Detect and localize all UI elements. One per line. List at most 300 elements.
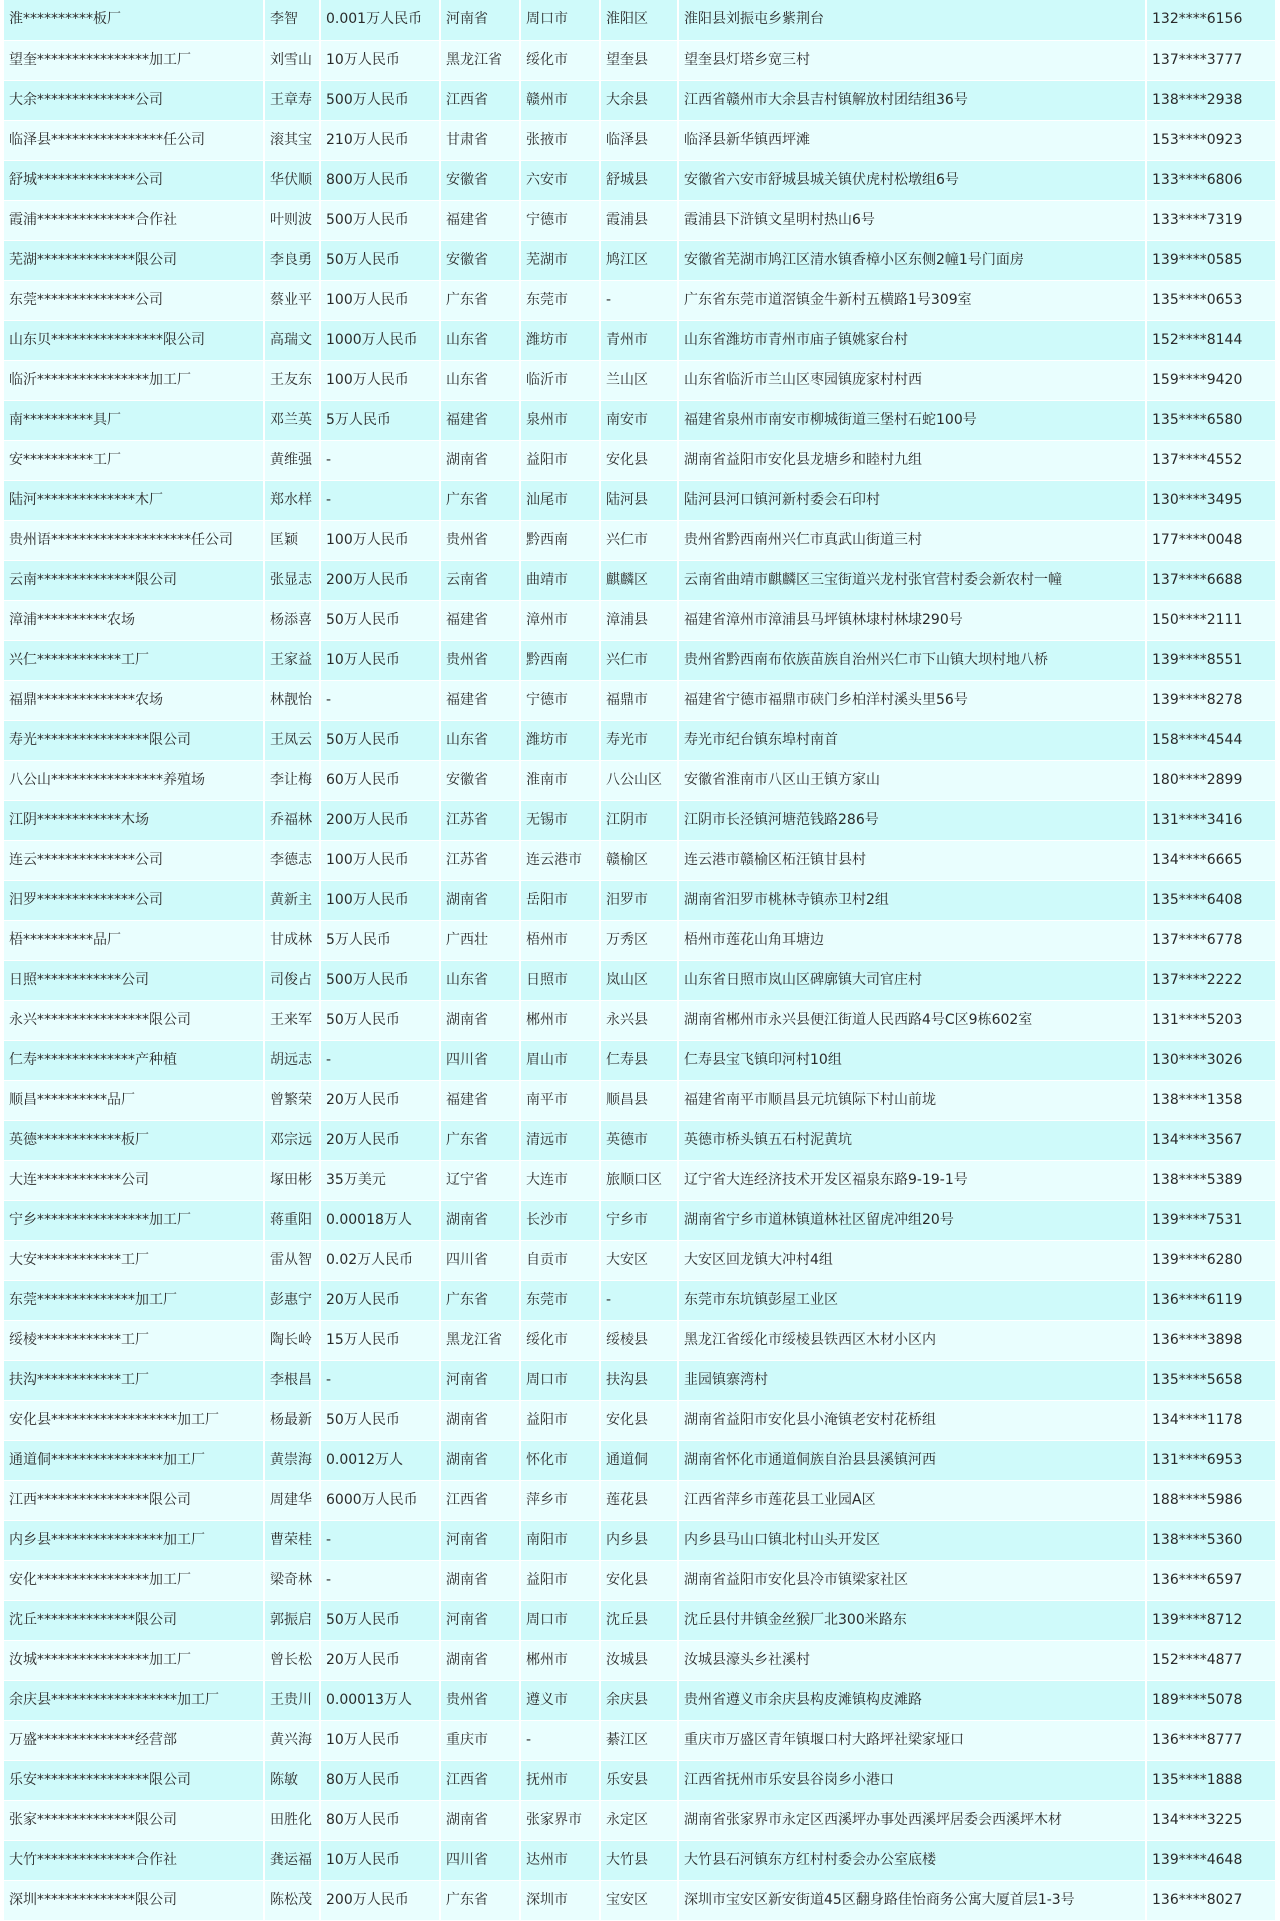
legal-person-cell: 黄维强 — [264, 440, 320, 480]
table-row — [4, 600, 1276, 640]
company-name-cell: 永兴****************限公司 — [4, 1000, 264, 1040]
province-cell: 福建省 — [440, 680, 520, 720]
legal-person-cell: 陈松茂 — [264, 1880, 320, 1920]
address-cell: 安徽省芜湖市鸠江区清水镇香樟小区东侧2幢1号门面房 — [678, 240, 1146, 280]
address-cell: 东莞市东坑镇彭屋工业区 — [678, 1280, 1146, 1320]
table-row — [4, 280, 1276, 320]
address-cell: 山东省临沂市兰山区枣园镇庞家村村西 — [678, 360, 1146, 400]
province-cell: 湖南省 — [440, 1640, 520, 1680]
phone-cell: 135****1888 — [1146, 1760, 1276, 1800]
city-cell: 南阳市 — [520, 1520, 600, 1560]
county-cell: 鸠江区 — [600, 240, 678, 280]
address-cell: 淮阳县刘振屯乡紫荆台 — [678, 0, 1146, 40]
county-cell: 青州市 — [600, 320, 678, 360]
province-cell: 湖南省 — [440, 1440, 520, 1480]
company-name-cell: 张家**************限公司 — [4, 1800, 264, 1840]
address-cell: 湖南省郴州市永兴县便江街道人民西路4号C区9栋602室 — [678, 1000, 1146, 1040]
phone-cell: 139****8278 — [1146, 680, 1276, 720]
address-cell: 福建省泉州市南安市柳城街道三堡村石蛇100号 — [678, 400, 1146, 440]
legal-person-cell: 邓宗远 — [264, 1120, 320, 1160]
province-cell: 江西省 — [440, 1480, 520, 1520]
phone-cell: 180****2899 — [1146, 760, 1276, 800]
legal-person-cell: 彭惠宁 — [264, 1280, 320, 1320]
province-cell: 湖南省 — [440, 1000, 520, 1040]
phone-cell: 138****1358 — [1146, 1080, 1276, 1120]
address-cell: 湖南省益阳市安化县小淹镇老安村花桥组 — [678, 1400, 1146, 1440]
table-row — [4, 1240, 1276, 1280]
registered-capital-cell: - — [320, 680, 440, 720]
address-cell: 英德市桥头镇五石村泥黄坑 — [678, 1120, 1146, 1160]
company-name-cell: 乐安****************限公司 — [4, 1760, 264, 1800]
company-name-cell: 大竹**************合作社 — [4, 1840, 264, 1880]
company-name-cell: 霞浦**************合作社 — [4, 200, 264, 240]
province-cell: 辽宁省 — [440, 1160, 520, 1200]
legal-person-cell: 梁奇林 — [264, 1560, 320, 1600]
legal-person-cell: 李智 — [264, 0, 320, 40]
province-cell: 四川省 — [440, 1840, 520, 1880]
table-row — [4, 1080, 1276, 1120]
address-cell: 福建省漳州市漳浦县马坪镇林埭村林埭290号 — [678, 600, 1146, 640]
county-cell: 永兴县 — [600, 1000, 678, 1040]
address-cell: 湖南省宁乡市道林镇道林社区留虎冲组20号 — [678, 1200, 1146, 1240]
province-cell: 福建省 — [440, 200, 520, 240]
company-name-cell: 宁乡****************加工厂 — [4, 1200, 264, 1240]
table-row — [4, 1680, 1276, 1720]
company-name-cell: 临沂****************加工厂 — [4, 360, 264, 400]
legal-person-cell: 陈敏 — [264, 1760, 320, 1800]
registered-capital-cell: - — [320, 1520, 440, 1560]
phone-cell: 139****4648 — [1146, 1840, 1276, 1880]
province-cell: 河南省 — [440, 1520, 520, 1560]
table-row — [4, 480, 1276, 520]
company-name-cell: 江阴************木场 — [4, 800, 264, 840]
table-row — [4, 1720, 1276, 1760]
province-cell: 湖南省 — [440, 1800, 520, 1840]
phone-cell: 137****2222 — [1146, 960, 1276, 1000]
address-cell: 大安区回龙镇大冲村4组 — [678, 1240, 1146, 1280]
registered-capital-cell: 50万人民币 — [320, 600, 440, 640]
province-cell: 河南省 — [440, 1360, 520, 1400]
registered-capital-cell: 200万人民币 — [320, 800, 440, 840]
address-cell: 辽宁省大连经济技术开发区福泉东路9-19-1号 — [678, 1160, 1146, 1200]
company-name-cell: 万盛**************经营部 — [4, 1720, 264, 1760]
address-cell: 贵州省黔西南州兴仁市真武山街道三村 — [678, 520, 1146, 560]
company-name-cell: 仁寿**************产种植 — [4, 1040, 264, 1080]
registered-capital-cell: 0.001万人民币 — [320, 0, 440, 40]
registered-capital-cell: 35万美元 — [320, 1160, 440, 1200]
company-name-cell: 云南**************限公司 — [4, 560, 264, 600]
table-row — [4, 1560, 1276, 1600]
phone-cell: 152****4877 — [1146, 1640, 1276, 1680]
city-cell: 周口市 — [520, 0, 600, 40]
city-cell: 怀化市 — [520, 1440, 600, 1480]
address-cell: 湖南省益阳市安化县龙塘乡和睦村九组 — [678, 440, 1146, 480]
table-row — [4, 1320, 1276, 1360]
province-cell: 重庆市 — [440, 1720, 520, 1760]
province-cell: 安徽省 — [440, 160, 520, 200]
province-cell: 江苏省 — [440, 800, 520, 840]
address-cell: 重庆市万盛区青年镇堰口村大路坪社梁家垭口 — [678, 1720, 1146, 1760]
address-cell: 望奎县灯塔乡宽三村 — [678, 40, 1146, 80]
phone-cell: 135****0653 — [1146, 280, 1276, 320]
county-cell: 沈丘县 — [600, 1600, 678, 1640]
address-cell: 安徽省六安市舒城县城关镇伏虎村松墩组6号 — [678, 160, 1146, 200]
county-cell: 赣榆区 — [600, 840, 678, 880]
phone-cell: 131****6953 — [1146, 1440, 1276, 1480]
county-cell: - — [600, 280, 678, 320]
county-cell: 顺昌县 — [600, 1080, 678, 1120]
province-cell: 山东省 — [440, 320, 520, 360]
table-row — [4, 640, 1276, 680]
registered-capital-cell: 1000万人民币 — [320, 320, 440, 360]
legal-person-cell: 王章寿 — [264, 80, 320, 120]
city-cell: 郴州市 — [520, 1640, 600, 1680]
county-cell: 临泽县 — [600, 120, 678, 160]
city-cell: 周口市 — [520, 1600, 600, 1640]
phone-cell: 136****6119 — [1146, 1280, 1276, 1320]
city-cell: 大连市 — [520, 1160, 600, 1200]
province-cell: 黑龙江省 — [440, 1320, 520, 1360]
legal-person-cell: 匡颖 — [264, 520, 320, 560]
city-cell: 黔西南 — [520, 640, 600, 680]
company-name-cell: 大余**************公司 — [4, 80, 264, 120]
table-row — [4, 840, 1276, 880]
phone-cell: 139****6280 — [1146, 1240, 1276, 1280]
table-row — [4, 680, 1276, 720]
city-cell: 泉州市 — [520, 400, 600, 440]
county-cell: 通道侗 — [600, 1440, 678, 1480]
city-cell: 潍坊市 — [520, 720, 600, 760]
legal-person-cell: 叶则波 — [264, 200, 320, 240]
table-row — [4, 1120, 1276, 1160]
address-cell: 黑龙江省绥化市绥棱县铁西区木材小区内 — [678, 1320, 1146, 1360]
legal-person-cell: 杨添喜 — [264, 600, 320, 640]
company-name-cell: 深圳**************限公司 — [4, 1880, 264, 1920]
address-cell: 山东省日照市岚山区碑廓镇大司官庄村 — [678, 960, 1146, 1000]
city-cell: 深圳市 — [520, 1880, 600, 1920]
legal-person-cell: 林靓怡 — [264, 680, 320, 720]
legal-person-cell: 滚其宝 — [264, 120, 320, 160]
registered-capital-cell: 0.02万人民币 — [320, 1240, 440, 1280]
registered-capital-cell: 80万人民币 — [320, 1800, 440, 1840]
province-cell: 安徽省 — [440, 240, 520, 280]
table-row — [4, 760, 1276, 800]
city-cell: 芜湖市 — [520, 240, 600, 280]
legal-person-cell: 黄兴海 — [264, 1720, 320, 1760]
county-cell: 万秀区 — [600, 920, 678, 960]
address-cell: 江阴市长泾镇河塘范钱路286号 — [678, 800, 1146, 840]
province-cell: 山东省 — [440, 960, 520, 1000]
city-cell: 漳州市 — [520, 600, 600, 640]
legal-person-cell: 曾长松 — [264, 1640, 320, 1680]
county-cell: 绥棱县 — [600, 1320, 678, 1360]
phone-cell: 130****3026 — [1146, 1040, 1276, 1080]
registered-capital-cell: 500万人民币 — [320, 200, 440, 240]
county-cell: 兴仁市 — [600, 520, 678, 560]
company-name-cell: 漳浦**********农场 — [4, 600, 264, 640]
phone-cell: 139****8551 — [1146, 640, 1276, 680]
company-name-cell: 芜湖**************限公司 — [4, 240, 264, 280]
phone-cell: 138****5360 — [1146, 1520, 1276, 1560]
table-row — [4, 1280, 1276, 1320]
address-cell: 寿光市纪台镇东埠村南首 — [678, 720, 1146, 760]
company-name-cell: 舒城**************公司 — [4, 160, 264, 200]
legal-person-cell: 李让梅 — [264, 760, 320, 800]
city-cell: 潍坊市 — [520, 320, 600, 360]
table-row — [4, 440, 1276, 480]
legal-person-cell: 高瑞文 — [264, 320, 320, 360]
address-cell: 陆河县河口镇河新村委会石印村 — [678, 480, 1146, 520]
company-name-cell: 安化县******************加工厂 — [4, 1400, 264, 1440]
phone-cell: 138****5389 — [1146, 1160, 1276, 1200]
address-cell: 山东省潍坊市青州市庙子镇姚家台村 — [678, 320, 1146, 360]
city-cell: 自贡市 — [520, 1240, 600, 1280]
legal-person-cell: 郑水样 — [264, 480, 320, 520]
county-cell: 扶沟县 — [600, 1360, 678, 1400]
province-cell: 四川省 — [440, 1040, 520, 1080]
city-cell: 六安市 — [520, 160, 600, 200]
city-cell: 萍乡市 — [520, 1480, 600, 1520]
table-row — [4, 400, 1276, 440]
registered-capital-cell: 50万人民币 — [320, 1000, 440, 1040]
legal-person-cell: 黄崇海 — [264, 1440, 320, 1480]
county-cell: 安化县 — [600, 440, 678, 480]
table-row — [4, 880, 1276, 920]
county-cell: 余庆县 — [600, 1680, 678, 1720]
county-cell: 福鼎市 — [600, 680, 678, 720]
city-cell: 绥化市 — [520, 1320, 600, 1360]
address-cell: 广东省东莞市道滘镇金牛新村五横路1号309室 — [678, 280, 1146, 320]
county-cell: 安化县 — [600, 1400, 678, 1440]
registered-capital-cell: 20万人民币 — [320, 1640, 440, 1680]
company-name-cell: 望奎****************加工厂 — [4, 40, 264, 80]
city-cell: 连云港市 — [520, 840, 600, 880]
legal-person-cell: 黄新主 — [264, 880, 320, 920]
registered-capital-cell: 5万人民币 — [320, 400, 440, 440]
legal-person-cell: 王贵川 — [264, 1680, 320, 1720]
legal-person-cell: 甘成林 — [264, 920, 320, 960]
city-cell: 曲靖市 — [520, 560, 600, 600]
province-cell: 江西省 — [440, 1760, 520, 1800]
county-cell: 英德市 — [600, 1120, 678, 1160]
company-name-cell: 汨罗**************公司 — [4, 880, 264, 920]
county-cell: 宁乡市 — [600, 1200, 678, 1240]
registered-capital-cell: 100万人民币 — [320, 280, 440, 320]
phone-cell: 135****6580 — [1146, 400, 1276, 440]
table-row — [4, 120, 1276, 160]
registered-capital-cell: - — [320, 480, 440, 520]
registered-capital-cell: 200万人民币 — [320, 1880, 440, 1920]
table-row — [4, 1040, 1276, 1080]
phone-cell: 135****5658 — [1146, 1360, 1276, 1400]
city-cell: 张家界市 — [520, 1800, 600, 1840]
registered-capital-cell: 200万人民币 — [320, 560, 440, 600]
province-cell: 广东省 — [440, 480, 520, 520]
province-cell: 黑龙江省 — [440, 40, 520, 80]
legal-person-cell: 蔡业平 — [264, 280, 320, 320]
province-cell: 四川省 — [440, 1240, 520, 1280]
registered-capital-cell: 10万人民币 — [320, 1720, 440, 1760]
phone-cell: 136****3898 — [1146, 1320, 1276, 1360]
registered-capital-cell: 50万人民币 — [320, 1400, 440, 1440]
table-row — [4, 1880, 1276, 1920]
phone-cell: 188****5986 — [1146, 1480, 1276, 1520]
phone-cell: 137****3777 — [1146, 40, 1276, 80]
county-cell: 莲花县 — [600, 1480, 678, 1520]
legal-person-cell: 乔福林 — [264, 800, 320, 840]
legal-person-cell: 王来军 — [264, 1000, 320, 1040]
address-cell: 湖南省怀化市通道侗族自治县县溪镇河西 — [678, 1440, 1146, 1480]
city-cell: 赣州市 — [520, 80, 600, 120]
registered-capital-cell: - — [320, 1560, 440, 1600]
address-cell: 内乡县马山口镇北村山头开发区 — [678, 1520, 1146, 1560]
registered-capital-cell: 0.00013万人 — [320, 1680, 440, 1720]
company-name-cell: 日照************公司 — [4, 960, 264, 1000]
county-cell: 綦江区 — [600, 1720, 678, 1760]
province-cell: 山东省 — [440, 360, 520, 400]
phone-cell: 138****2938 — [1146, 80, 1276, 120]
registered-capital-cell: 0.0012万人 — [320, 1440, 440, 1480]
address-cell: 贵州省遵义市余庆县构皮滩镇构皮滩路 — [678, 1680, 1146, 1720]
phone-cell: 133****7319 — [1146, 200, 1276, 240]
legal-person-cell: 曹荣桂 — [264, 1520, 320, 1560]
county-cell: 安化县 — [600, 1560, 678, 1600]
legal-person-cell: 周建华 — [264, 1480, 320, 1520]
registered-capital-cell: 100万人民币 — [320, 880, 440, 920]
company-name-cell: 大安************工厂 — [4, 1240, 264, 1280]
province-cell: 湖南省 — [440, 1200, 520, 1240]
address-cell: 湖南省益阳市安化县冷市镇梁家社区 — [678, 1560, 1146, 1600]
registered-capital-cell: 500万人民币 — [320, 80, 440, 120]
province-cell: 福建省 — [440, 400, 520, 440]
city-cell: 临沂市 — [520, 360, 600, 400]
county-cell: 兰山区 — [600, 360, 678, 400]
company-name-cell: 淮**********板厂 — [4, 0, 264, 40]
province-cell: 河南省 — [440, 1600, 520, 1640]
province-cell: 湖南省 — [440, 1400, 520, 1440]
company-name-cell: 东莞**************公司 — [4, 280, 264, 320]
table-row — [4, 920, 1276, 960]
county-cell: 霞浦县 — [600, 200, 678, 240]
city-cell: 达州市 — [520, 1840, 600, 1880]
legal-person-cell: 王友东 — [264, 360, 320, 400]
phone-cell: 136****8027 — [1146, 1880, 1276, 1920]
company-name-cell: 安**********工厂 — [4, 440, 264, 480]
county-cell: 南安市 — [600, 400, 678, 440]
table-row — [4, 200, 1276, 240]
phone-cell: 130****3495 — [1146, 480, 1276, 520]
legal-person-cell: 龚运福 — [264, 1840, 320, 1880]
company-name-cell: 顺昌**********品厂 — [4, 1080, 264, 1120]
province-cell: 安徽省 — [440, 760, 520, 800]
legal-person-cell: 华伏顺 — [264, 160, 320, 200]
table-row — [4, 560, 1276, 600]
address-cell: 沈丘县付井镇金丝猴厂北300米路东 — [678, 1600, 1146, 1640]
table-row — [4, 960, 1276, 1000]
city-cell: 汕尾市 — [520, 480, 600, 520]
legal-person-cell: 杨最新 — [264, 1400, 320, 1440]
city-cell: 黔西南 — [520, 520, 600, 560]
table-row — [4, 0, 1276, 40]
phone-cell: 159****9420 — [1146, 360, 1276, 400]
phone-cell: 134****3567 — [1146, 1120, 1276, 1160]
city-cell: 长沙市 — [520, 1200, 600, 1240]
legal-person-cell: 蒋重阳 — [264, 1200, 320, 1240]
county-cell: 漳浦县 — [600, 600, 678, 640]
legal-person-cell: 田胜化 — [264, 1800, 320, 1840]
county-cell: 寿光市 — [600, 720, 678, 760]
company-name-cell: 绥棱************工厂 — [4, 1320, 264, 1360]
province-cell: 江西省 — [440, 80, 520, 120]
county-cell: 岚山区 — [600, 960, 678, 1000]
registered-capital-cell: - — [320, 1360, 440, 1400]
city-cell: 眉山市 — [520, 1040, 600, 1080]
registered-capital-cell: 15万人民币 — [320, 1320, 440, 1360]
city-cell: 益阳市 — [520, 1560, 600, 1600]
registered-capital-cell: 10万人民币 — [320, 640, 440, 680]
table-row — [4, 1000, 1276, 1040]
company-name-cell: 英德************板厂 — [4, 1120, 264, 1160]
table-row — [4, 1400, 1276, 1440]
table-row — [4, 1800, 1276, 1840]
legal-person-cell: 李德志 — [264, 840, 320, 880]
address-cell: 深圳市宝安区新安街道45区翻身路佳怡商务公寓大厦首层1-3号 — [678, 1880, 1146, 1920]
province-cell: 河南省 — [440, 0, 520, 40]
province-cell: 广西壮 — [440, 920, 520, 960]
table-row — [4, 320, 1276, 360]
city-cell: 南平市 — [520, 1080, 600, 1120]
table-row — [4, 240, 1276, 280]
table-row — [4, 520, 1276, 560]
address-cell: 福建省宁德市福鼎市硖门乡柏洋村溪头里56号 — [678, 680, 1146, 720]
province-cell: 贵州省 — [440, 640, 520, 680]
company-name-cell: 连云**************公司 — [4, 840, 264, 880]
county-cell: 八公山区 — [600, 760, 678, 800]
address-cell: 韭园镇寨湾村 — [678, 1360, 1146, 1400]
county-cell: - — [600, 1280, 678, 1320]
phone-cell: 131****5203 — [1146, 1000, 1276, 1040]
company-name-cell: 贵州语********************任公司 — [4, 520, 264, 560]
phone-cell: 139****8712 — [1146, 1600, 1276, 1640]
registered-capital-cell: 50万人民币 — [320, 1600, 440, 1640]
registered-capital-cell: 5万人民币 — [320, 920, 440, 960]
company-name-cell: 山东贝****************限公司 — [4, 320, 264, 360]
phone-cell: 137****6688 — [1146, 560, 1276, 600]
province-cell: 江苏省 — [440, 840, 520, 880]
legal-person-cell: 司俊占 — [264, 960, 320, 1000]
table-row — [4, 720, 1276, 760]
county-cell: 麒麟区 — [600, 560, 678, 600]
phone-cell: 136****6597 — [1146, 1560, 1276, 1600]
county-cell: 望奎县 — [600, 40, 678, 80]
legal-person-cell: 张显志 — [264, 560, 320, 600]
table-body — [4, 0, 1276, 1920]
registered-capital-cell: 100万人民币 — [320, 520, 440, 560]
phone-cell: 131****3416 — [1146, 800, 1276, 840]
address-cell: 安徽省淮南市八区山王镇方家山 — [678, 760, 1146, 800]
county-cell: 内乡县 — [600, 1520, 678, 1560]
city-cell: 抚州市 — [520, 1760, 600, 1800]
phone-cell: 134****6665 — [1146, 840, 1276, 880]
company-name-cell: 陆河**************木厂 — [4, 480, 264, 520]
address-cell: 江西省萍乡市莲花县工业园A区 — [678, 1480, 1146, 1520]
county-cell: 江阴市 — [600, 800, 678, 840]
company-name-cell: 东莞**************加工厂 — [4, 1280, 264, 1320]
phone-cell: 189****5078 — [1146, 1680, 1276, 1720]
province-cell: 贵州省 — [440, 520, 520, 560]
county-cell: 宝安区 — [600, 1880, 678, 1920]
registered-capital-cell: 10万人民币 — [320, 40, 440, 80]
